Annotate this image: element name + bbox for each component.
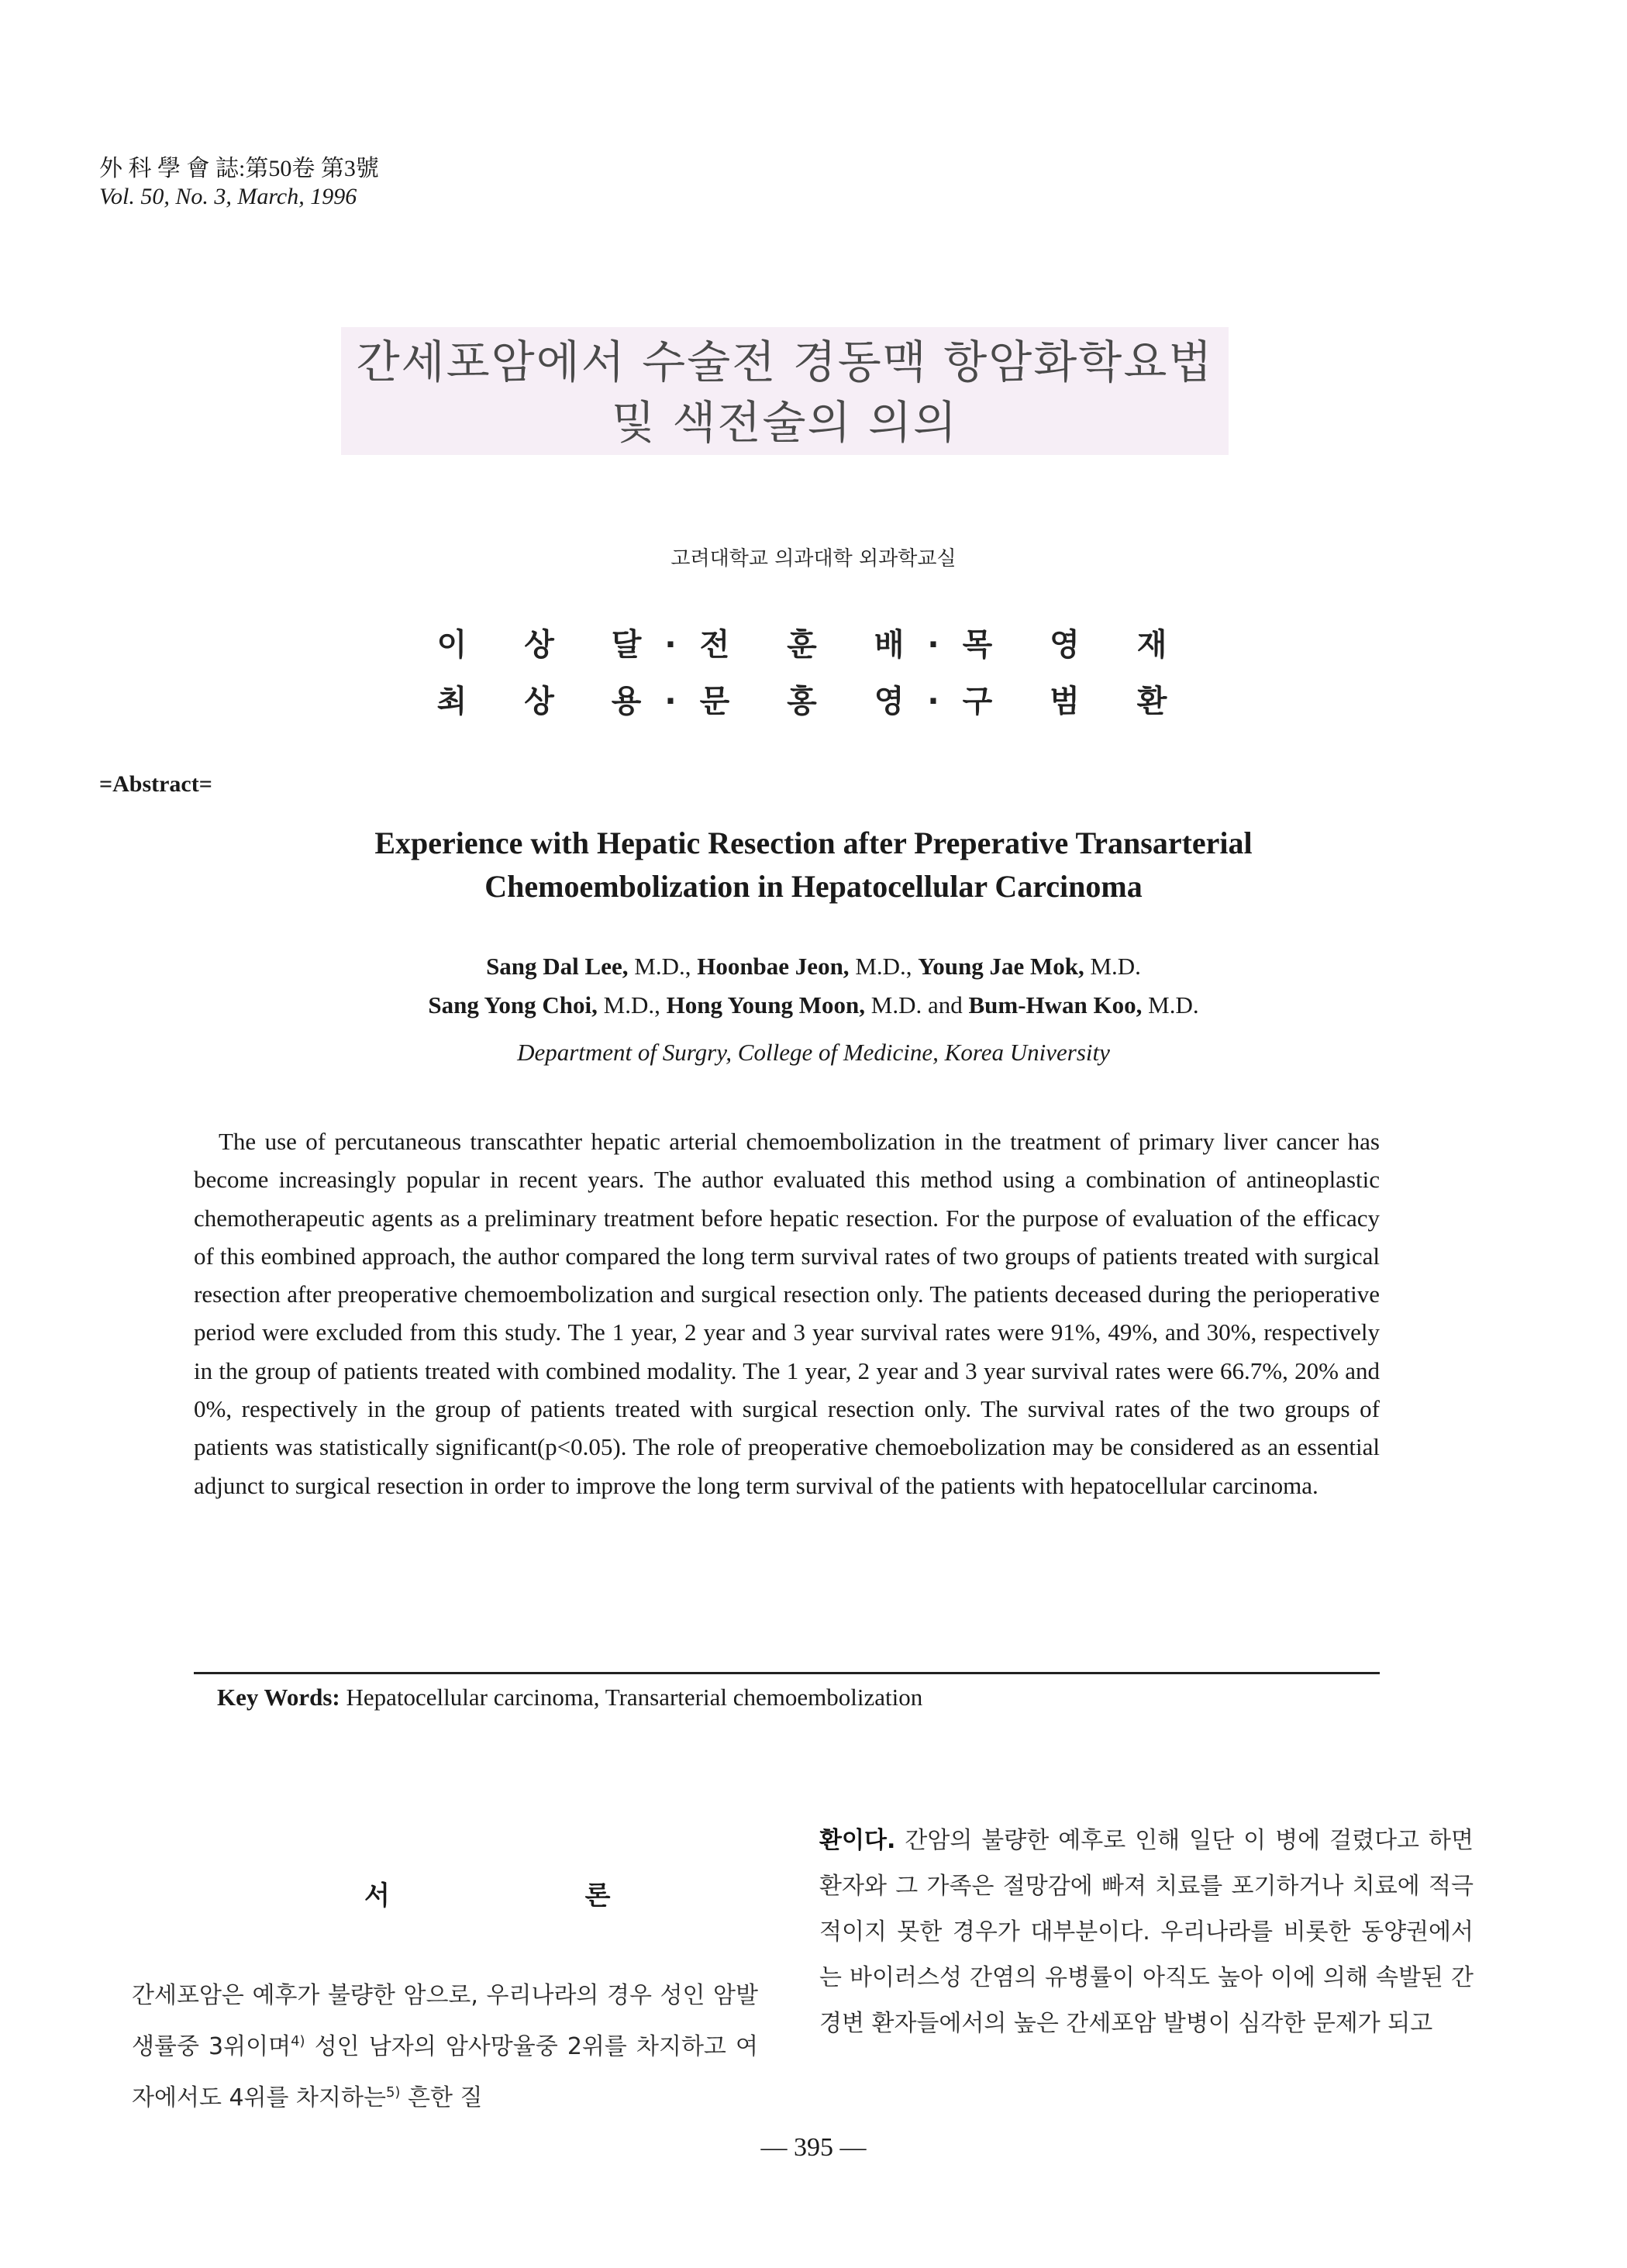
journal-header — [99, 155, 379, 211]
body-text: 흔한 질 — [400, 2084, 483, 2111]
author-name: Bum-Hwan Koo, — [968, 991, 1143, 1019]
section-heading-introduction: 서 론 — [364, 1880, 704, 1911]
keywords-text: Hepatocellular carcinoma, Transarterial chemoembolization — [340, 1684, 923, 1711]
journal-header-volume: Vol. 50, No. 3, March, 1996 — [99, 184, 357, 209]
body-right-column — [819, 1818, 1474, 2046]
author-name: Hoonbae Jeon, — [697, 953, 850, 980]
korean-affiliation: 고려대학교 의과대학 외과학교실 — [670, 547, 957, 570]
author-degree: M.D. — [1142, 991, 1199, 1019]
english-title-line1: Experience with Hepatic Resection after Preperative Transarterial — [374, 826, 1253, 860]
korean-title — [341, 332, 1229, 453]
keywords — [217, 1684, 922, 1711]
body-text: 간암의 불량한 예후로 인해 일단 이 병에 걸렸다고 하면 환자와 그 가족은 절망감에 빠져 치료를 포기하거나 치료에 적극적이지 못한 경우가 대부분이다. 우리나라를 비롯한 동양권에서는 바이러스성 간염의 유병률이 아직도 높아 이에 의해 속발된 간경변 환자들에서의 높은 간세포암 발병이 심각한 문제가 되고 — [819, 1827, 1474, 2037]
author-name: Young Jae Mok, — [918, 953, 1084, 980]
english-authors-line2 — [0, 986, 1627, 1025]
author-degree: M.D., — [597, 991, 660, 1019]
body-left-column — [132, 1973, 758, 2121]
citation: 5) — [385, 2084, 401, 2101]
author-name: Sang Dal Lee, — [486, 953, 629, 980]
department: Department of Surgry, College of Medicine, Korea University — [517, 1039, 1110, 1066]
author-degree: M.D. — [1084, 953, 1141, 980]
author-degree: M.D., — [628, 953, 691, 980]
english-authors — [0, 947, 1627, 1025]
author-degree: M.D., — [849, 953, 912, 980]
korean-authors-line2: 최 상 용·문 홍 영·구 범 환 — [436, 684, 1191, 719]
body-text: 성인 남자의 암사망율중 2위를 차지하고 여자에서도 4위를 차지하는 — [132, 2033, 758, 2111]
journal-header-korean: 外 科 學 會 誌:第50卷 第3號 — [99, 156, 379, 181]
keywords-label: Key Words: — [217, 1684, 340, 1711]
body-text-lead: 환이다. — [819, 1827, 896, 1854]
citation: 4) — [291, 2033, 305, 2049]
author-name: Sang Yong Choi, — [428, 991, 598, 1019]
page-number: — 395 — — [760, 2133, 867, 2162]
korean-title-line2: 및 색전술의 의의 — [611, 396, 959, 449]
korean-title-line1: 간세포암에서 수술전 경동맥 항암화학요법 — [356, 336, 1214, 388]
korean-authors-line1: 이 상 달·전 훈 배·목 영 재 — [436, 627, 1191, 663]
abstract-label: =Abstract= — [99, 771, 212, 797]
author-name: Hong Young Moon, — [666, 991, 865, 1019]
english-authors-line1 — [0, 947, 1627, 986]
abstract-divider — [194, 1672, 1380, 1674]
english-title-line2: Chemoembolization in Hepatocellular Carcinoma — [484, 869, 1143, 904]
author-degree: M.D. and — [865, 991, 963, 1019]
english-title — [0, 822, 1627, 908]
body-text: 간세포암은 예후가 불량한 암으로, 우리나라의 경우 성인 암발생률중 3위이며 — [132, 1982, 758, 2060]
abstract-body: The use of percutaneous transcathter hepatic arterial chemoembolization in the treatment of primary liver cancer has become increasingly popular in recent years. The author evaluated this method using a combination of antineoplastic chemotherapeutic agents as a preliminary treatment before hepatic resection. For the purpose of evaluation of the efficacy of this eombined approach, the author compared the long term survival rates of two groups of patients treated with surgical resection after preoperative chemoembolization and surgical resection only. The patients deceased during the perioperative period were excluded from this study. The 1 year, 2 year and 3 year survival rates were 91%, 49%, and 30%, respectively in the group of patients treated with combined modality. The 1 year, 2 year and 3 year survival rates were 66.7%, 20% and 0%, respectively in the group of patients treated with surgical resection only. The survival rates of the two groups of patients was statistically significant(p<0.05). The role of preoperative chemoebolization may be considered as an essential adjunct to surgical resection in order to improve the long term survival of the patients with hepatocellular carcinoma. — [194, 1128, 1380, 1499]
